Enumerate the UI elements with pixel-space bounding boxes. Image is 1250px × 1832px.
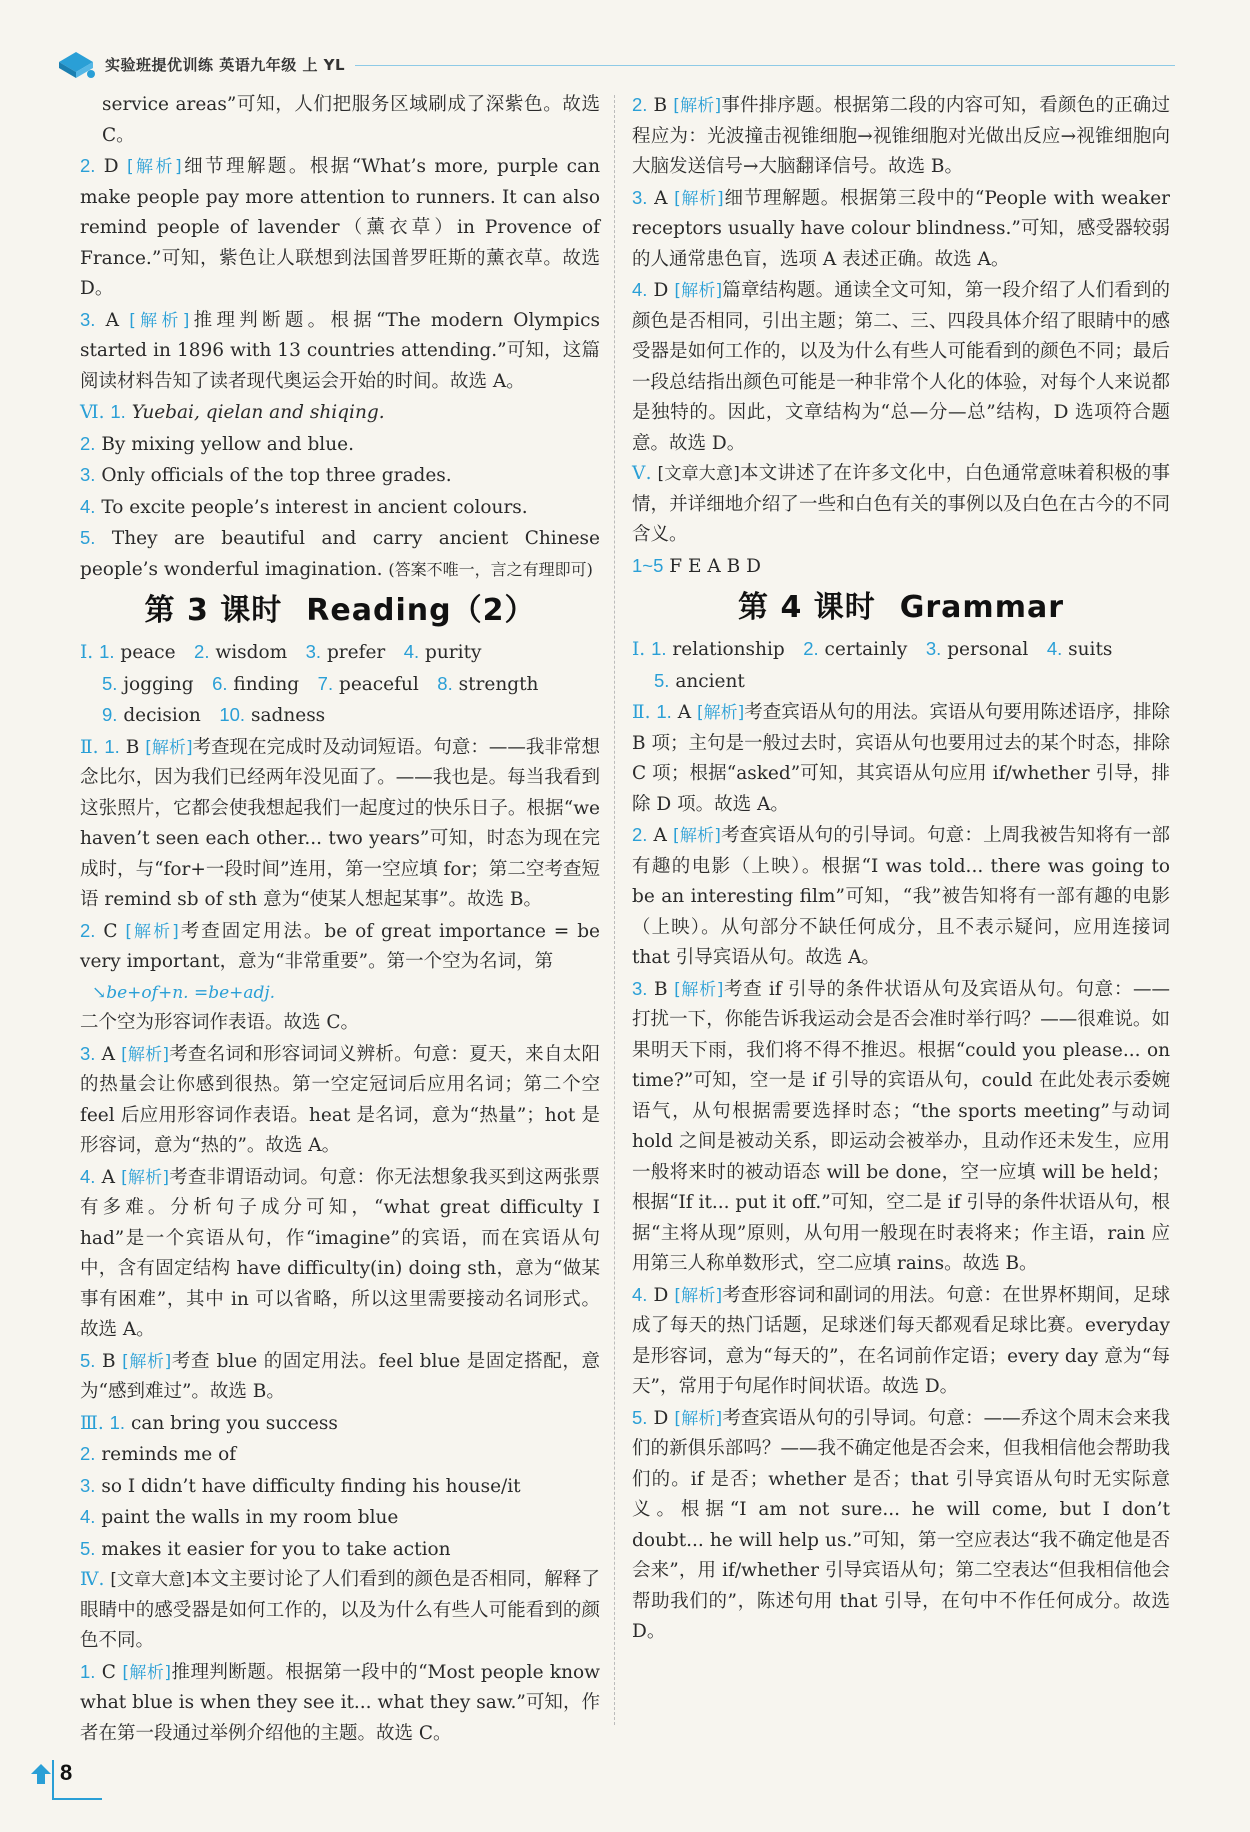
answer-item xyxy=(80,1565,600,1657)
answer-item xyxy=(632,1280,1170,1403)
answer-number: 7. xyxy=(317,672,334,694)
answer-number: 3. xyxy=(632,977,648,999)
answer-number: 5. xyxy=(654,669,670,691)
analysis-tag: [解析] xyxy=(673,96,722,116)
answer-item xyxy=(80,523,600,585)
column-divider xyxy=(614,95,615,1725)
answer-number: 9. xyxy=(102,704,118,725)
right-column xyxy=(632,90,1170,1648)
answer-text: To excite people’s interest in ancient colours. xyxy=(101,496,528,518)
answer-number: 3. xyxy=(632,186,648,208)
answer-item xyxy=(632,459,1170,551)
answer-choice: D xyxy=(653,1407,669,1429)
answer-text: Only officials of the top three grades. xyxy=(101,465,452,486)
answer-number: 4. xyxy=(403,641,420,662)
answer-item xyxy=(80,1471,600,1503)
answer-number: 1. xyxy=(656,701,672,722)
answer-item xyxy=(80,916,600,1039)
answer-number: 1. xyxy=(104,735,120,757)
answer-number: 5. xyxy=(80,1349,96,1371)
answer-text: Yuebai, qielan and shiqing. xyxy=(131,402,385,423)
section-numeral: Ⅰ. xyxy=(632,639,646,660)
answer-word: wisdom xyxy=(209,642,288,663)
section-numeral: Ⅲ. xyxy=(80,1412,104,1434)
answer-text: 推理判断题。根据第一段中的“Most people know what blue is when they see it... what they saw.”可知，作者在第一段通过举例介绍他的主题。故选 C。 xyxy=(80,1661,600,1744)
analysis-tag: [解析] xyxy=(673,826,721,846)
answer-choice: C xyxy=(101,1661,116,1683)
answer-word: finding xyxy=(227,673,300,695)
answer-number: 5. xyxy=(632,1406,648,1428)
header-rule xyxy=(355,65,1175,66)
answer-number: 4. xyxy=(1046,638,1063,659)
analysis-tag: [解析] xyxy=(122,1662,171,1683)
answer-number: 2. xyxy=(80,432,96,454)
house-arrow-icon xyxy=(30,1762,52,1788)
answer-text: 考查宾语从句的引导词。句意：上周我被告知将有一部有趣的电影（上映）。根据“I was told... there was going to be an interesting film”可知，“我”被告知将有一部有趣的电影（上映）。从句部分不缺任何成分，且不表示疑问，应用连接词 that 引导宾语从句。故选 A。 xyxy=(632,825,1170,968)
answer-text: 本文主要讨论了人们看到的颜色是否相同，解释了眼睛中的感受器是如何工作的，以及为什么有些人可能看到的颜色不同。 xyxy=(80,1569,600,1651)
answer-item xyxy=(80,492,600,524)
analysis-tag: [解析] xyxy=(674,1285,723,1306)
book-logo-icon xyxy=(55,48,97,82)
answer-number: 3. xyxy=(925,638,942,659)
answer-word: decision xyxy=(117,705,201,726)
answer-text: 篇章结构题。通读全文可知，第一段介绍了人们看到的颜色是否相同，引出主题；第二、三、四段具体介绍了眼睛中的感受器是如何工作的，以及为什么有些人可能看到的颜色不同；最后一段总结指出颜色可能是一种非常个人化的体验，对每个人来说都是独特的。因此，文章结构为“总—分—总”结构，D 选项符合题意。故选 D。 xyxy=(632,280,1170,454)
answer-word: jogging xyxy=(117,673,194,695)
answer-item xyxy=(80,1408,600,1440)
answer-choice: A xyxy=(105,309,119,331)
answer-number: 2. xyxy=(803,638,819,659)
answer-word: suits xyxy=(1062,639,1113,660)
analysis-tag: [解析] xyxy=(126,157,182,177)
answer-item xyxy=(80,305,600,398)
answer-text: 事件排序题。根据第二段的内容可知，看颜色的正确过程应为：光波撞击视锥细胞→视锥细胞对光做出反应→视锥细胞向大脑发送信号→大脑翻译信号。故选 B。 xyxy=(632,95,1170,177)
answer-number: 3. xyxy=(305,641,322,662)
word-answer-row xyxy=(80,700,600,732)
answer-choice: C xyxy=(103,920,118,942)
answer-item xyxy=(80,1346,600,1408)
lesson-title xyxy=(80,587,600,635)
answer-word: ancient xyxy=(669,670,745,692)
section-numeral: Ⅴ. xyxy=(632,463,652,484)
answer-text: service areas”可知，人们把服务区域刷成了深紫色。故选 C。 xyxy=(102,94,600,146)
answer-number: 1. xyxy=(651,638,667,659)
answer-number: 5. xyxy=(80,1537,96,1559)
answer-text: can bring you success xyxy=(130,1412,338,1434)
answer-number: 4. xyxy=(632,1283,648,1305)
answer-choice: A xyxy=(101,1043,115,1065)
analysis-tag: [解析] xyxy=(674,979,724,1000)
answer-word: prefer xyxy=(321,642,386,663)
answer-number: 2. xyxy=(80,155,96,176)
answer-item xyxy=(632,1403,1170,1648)
answer-number: 1~5 xyxy=(632,554,664,576)
answer-number: 3. xyxy=(80,1042,96,1064)
answer-word: sadness xyxy=(245,705,326,726)
answer-number: 10. xyxy=(219,704,246,725)
analysis-tag: [解析] xyxy=(121,1167,170,1188)
header-title: 实验班提优训练 英语九年级 上 YL xyxy=(105,56,346,74)
answer-number: 3. xyxy=(80,1474,96,1496)
page-footer xyxy=(30,1760,100,1800)
answer-word: peace xyxy=(114,642,176,663)
answer-number: 1. xyxy=(109,1411,126,1433)
answer-item xyxy=(80,429,600,461)
answer-text: so I didn’t have difficulty finding his house/it xyxy=(101,1475,521,1497)
analysis-tag: [解析] xyxy=(696,703,745,723)
answer-text: 考查现在完成时及动词短语。句意：——我非常想念比尔，因为我们已经两年没见面了。——我也是。每当我看到这张照片，它都会使我想起我们一起度过的快乐日子。根据“we haven’t seen each other... two years”可知，时态为现在完成时，与“for+一段时间”连用，第一空应填 for；第二空考查短语 remind sb of sth 意为“使某人想起某事”。故选 B。 xyxy=(80,736,600,910)
word-answer-row xyxy=(632,634,1170,666)
answer-number: 4. xyxy=(632,279,648,300)
answer-item xyxy=(80,732,600,916)
lesson-topic: Reading（2） xyxy=(306,593,536,628)
analysis-tag: [解析] xyxy=(121,1044,170,1065)
answer-item xyxy=(632,275,1170,459)
answer-text: 考查非谓语动词。句意：你无法想象我买到这两张票有多难。分析句子成分可知，“what great difficulty I had”是一个宾语从句，作“imagine”的宾语，而在宾语从句中，含有固定结构 have difficulty(in) doing sth，意为“做某事有困难”，其中 in 可以省略，所以这里需要接动名词形式。故选 A。 xyxy=(80,1166,600,1340)
lesson-topic: Grammar xyxy=(899,590,1064,625)
answer-number: 8. xyxy=(437,672,453,694)
answer-item xyxy=(80,1039,600,1162)
answer-item xyxy=(80,151,600,305)
answer-item xyxy=(632,183,1170,276)
answer-number: 3. xyxy=(80,308,96,330)
answer-text-continued: 二个空为形容词作表语。故选 C。 xyxy=(80,1012,360,1033)
left-column xyxy=(80,90,600,1749)
section-numeral: Ⅱ. xyxy=(632,702,651,723)
answer-text: reminds me of xyxy=(101,1444,237,1465)
answer-text: 考查宾语从句的引导词。句意：——乔这个周末会来我们的新俱乐部吗？——我不确定他是否会来，但我相信他会帮助我们的。if 是否；whether 是否；that 引导宾语从句时无实际意义。根据“I am not sure... he will come, but I don’t doubt... he will help us.”可知，第一空应表达“我不确定他是否会来”，用 if/whether 引导宾语从句；第二空表达“但我相信他会帮助我们的”，陈述句用 that 引导，在句中不作任何成分。故选 D。 xyxy=(632,1407,1170,1642)
answer-number: 3. xyxy=(80,464,96,485)
answer-choice: A xyxy=(677,702,692,723)
answer-item xyxy=(632,820,1170,974)
answer-choice: A xyxy=(653,825,667,846)
analysis-tag: [解析] xyxy=(125,921,179,942)
lesson-number: 第 3 课时 xyxy=(144,593,283,628)
answer-number: 2. xyxy=(632,824,648,845)
summary-tag: [文章大意] xyxy=(657,464,740,484)
word-answer-row xyxy=(80,669,600,701)
lesson-number: 第 4 课时 xyxy=(738,590,876,625)
answer-word: purity xyxy=(419,642,482,663)
analysis-tag: [解析] xyxy=(129,310,190,331)
handwritten-note: ↘be+of+n. =be+adj. xyxy=(92,982,276,1003)
page-number: 8 xyxy=(60,1760,73,1785)
answer-text: makes it easier for you to take action xyxy=(101,1538,451,1560)
answer-text: 考查固定用法。be of great importance = be very important，意为“非常重要”。第一个空为名词，第 xyxy=(80,920,601,972)
answer-choice: A xyxy=(101,1166,115,1188)
answer-text: 推理判断题。根据“The modern Olympics started in 1896 with 13 countries attending.”可知，这篇阅读材料告知了读者现代奥运会开始的时间。故选 A。 xyxy=(80,309,601,392)
analysis-tag: [解析] xyxy=(674,188,724,209)
section-numeral: Ⅰ. xyxy=(80,642,94,663)
answer-text: 考查 if 引导的条件状语从句及宾语从句。句意：——打扰一下，你能告诉我运动会是否会准时举行吗？——很难说。如果明天下雨，我们将不得不推迟。根据“could you please... on time?”可知，空一是 if 引导的宾语从句，could 在此处表示委婉语气，从句根据需要选择时态；“the sports meeting”与动词 hold 之间是被动关系，即运动会被举办，且动作还未发生，应用一般将来时的被动语态 will be done，空一应填 will be held；根据“If it... put it off.”可知，空二是 if 引导的条件状语从句，根据“主将从现”原则，从句用一般现在时表将来；作主语，rain 应用第三人称单数形式，空二应填 rains。故选 B。 xyxy=(632,978,1170,1274)
answer-note: (答案不唯一，言之有理即可) xyxy=(388,559,593,579)
answer-text: paint the walls in my room blue xyxy=(101,1507,399,1528)
answer-item xyxy=(80,1439,600,1471)
answer-item xyxy=(632,90,1170,183)
answer-number: 4. xyxy=(80,1506,96,1527)
answer-number: 5. xyxy=(80,527,96,548)
answer-text: 考查名词和形容词词义辨析。句意：夏天，来自太阳的热量会让你感到很热。第一空定冠词后应用名词；第二个空 feel 后应用形容词作表语。heat 是名词，意为“热量”；hot 是形容词，意为“热的”。故选 A。 xyxy=(80,1043,600,1156)
answer-number: 6. xyxy=(212,672,228,694)
section-numeral: Ⅱ. xyxy=(80,736,99,758)
answer-choice: D xyxy=(103,156,119,177)
answer-number: 2. xyxy=(632,94,648,115)
answer-item xyxy=(632,551,1170,583)
answer-text: They are beautiful and carry ancient Chinese people’s wonderful imagination. xyxy=(80,528,600,580)
answer-text: F E A B D xyxy=(669,555,761,577)
analysis-tag: [解析] xyxy=(122,1351,172,1372)
answer-text: 本文讲述了在许多文化中，白色通常意味着积极的事情，并详细地介绍了一些和白色有关的事例以及白色在古今的不同含义。 xyxy=(632,463,1170,545)
answer-text: 考查 blue 的固定用法。feel blue 是固定搭配，意为“感到难过”。故选 B。 xyxy=(80,1350,600,1402)
answer-number: 2. xyxy=(80,919,96,941)
analysis-tag: [解析] xyxy=(674,281,723,301)
answer-item xyxy=(632,697,1170,820)
answer-text: By mixing yellow and blue. xyxy=(101,433,354,455)
answer-text: 细节理解题。根据第三段中的“People with weaker receptors usually have colour blindness.”可知，感受器较弱的人通常患色盲，选项 A 表述正确。故选 A。 xyxy=(632,187,1171,270)
answer-number: 1. xyxy=(99,641,115,662)
answer-number: 2. xyxy=(80,1443,96,1464)
answer-item xyxy=(80,1162,600,1346)
answer-text: 考查宾语从句的用法。宾语从句要用陈述语序，排除 B 项；主句是一般过去时，宾语从句也要用过去的某个时态，排除 C 项；根据“asked”可知，其宾语从句应用 if/whether 引导，排除 D 项。故选 A。 xyxy=(632,702,1170,815)
answer-choice: D xyxy=(653,280,669,301)
answer-word: relationship xyxy=(666,639,785,660)
lesson-title xyxy=(632,584,1170,632)
section-numeral: Ⅳ. xyxy=(80,1569,105,1590)
answer-number: 4. xyxy=(80,495,96,517)
answer-number: 2. xyxy=(194,641,210,662)
answer-number: 4. xyxy=(80,1165,96,1187)
analysis-tag: [解析] xyxy=(145,737,193,758)
word-answer-row xyxy=(80,637,600,669)
page-header xyxy=(55,48,1175,84)
answer-word: personal xyxy=(941,639,1029,660)
answer-choice: B xyxy=(653,95,668,116)
answer-item xyxy=(80,460,600,492)
answer-number: 1. xyxy=(110,401,126,422)
answer-choice: B xyxy=(653,978,668,1000)
answer-choice: D xyxy=(653,1284,669,1306)
answer-item xyxy=(80,1534,600,1566)
answer-number: 5. xyxy=(102,672,118,694)
continued-text xyxy=(80,90,600,151)
section-numeral: Ⅵ. xyxy=(80,402,105,423)
answer-item xyxy=(80,397,600,429)
answer-word: certainly xyxy=(818,639,908,660)
answer-choice: B xyxy=(125,736,140,758)
answer-number: 1. xyxy=(80,1660,96,1682)
answer-item xyxy=(632,974,1170,1280)
analysis-tag: [解析] xyxy=(674,1408,723,1429)
answer-choice: B xyxy=(101,1350,116,1372)
answer-item xyxy=(80,1657,600,1750)
answer-word: strength xyxy=(452,673,539,695)
answer-text: 细节理解题。根据“What’s more, purple can make people pay more attention to runners. It can also remind people of lavender（薰衣草）in Provence of France.”可知，紫色让人联想到法国普罗旺斯的薰衣草。故选 D。 xyxy=(80,156,600,299)
answer-word: peaceful xyxy=(333,673,419,695)
word-answer-row xyxy=(632,666,1170,698)
answer-text: 考查形容词和副词的用法。句意：在世界杯期间，足球成了每天的热门话题，足球迷们每天都观看足球比赛。everyday 是形容词，意为“每天的”，在名词前作定语；every day 意为“每天”，常用于句尾作时间状语。故选 D。 xyxy=(632,1284,1170,1397)
answer-item xyxy=(80,1502,600,1534)
summary-tag: [文章大意] xyxy=(110,1570,192,1590)
answer-choice: A xyxy=(654,187,668,209)
